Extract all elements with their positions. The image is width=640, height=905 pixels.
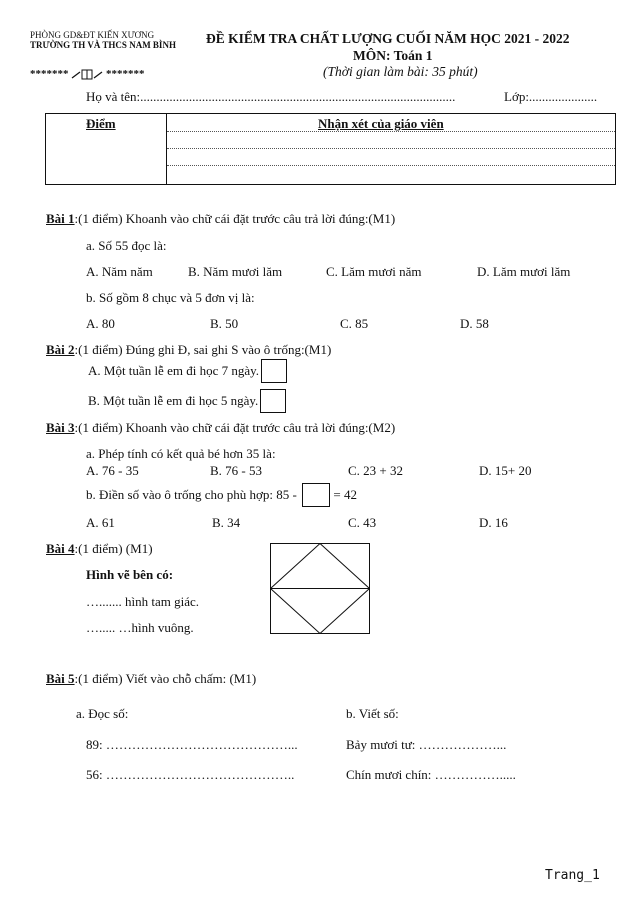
q1a-prompt: a. Số 55 đọc là: — [86, 238, 167, 253]
q3a-option-b: B. 76 - 53 — [210, 463, 262, 478]
q2-statement-a — [88, 359, 287, 383]
q2-statement-b — [88, 389, 286, 413]
q1b-prompt: b. Số gồm 8 chục và 5 đơn vị là: — [86, 290, 255, 305]
q3a-option-a: A. 76 - 35 — [86, 463, 139, 478]
q2a-answer-box[interactable] — [261, 359, 287, 383]
dept-name: PHÒNG GD&ĐT KIẾN XƯƠNG — [30, 30, 155, 40]
q3b-text-start: b. Điền số vào ô trống cho phù hợp: 85 - — [86, 487, 297, 502]
q3b-text-end: = 42 — [333, 487, 357, 502]
q2b-text: B. Một tuần lễ em đi học 5 ngày. — [88, 393, 259, 408]
stars-left: ******* — [30, 68, 69, 80]
q5-text: :(1 điểm) Viết vào chỗ chấm: (M1) — [74, 671, 257, 686]
q2-heading — [46, 342, 331, 358]
q4-subtitle: Hình vẽ bên có: — [86, 567, 174, 582]
subject-title: MÔN: Toán 1 — [353, 48, 433, 63]
pen-book-icon — [71, 68, 106, 80]
q5a-label: a. Đọc số: — [76, 706, 129, 721]
q3b-option-a: A. 61 — [86, 515, 115, 530]
q1a-option-b: B. Năm mươi lăm — [188, 264, 283, 279]
grade-table — [45, 113, 616, 185]
q1a-option-d: D. Lăm mươi lăm — [477, 264, 571, 279]
score-column — [46, 114, 167, 184]
q3a-option-d: D. 15+ 20 — [479, 463, 532, 478]
class-line: Lớp:..................... — [504, 89, 598, 104]
comment-line-2 — [167, 148, 615, 149]
q5a-line-2: 56: …………………………………….. — [86, 767, 295, 782]
q4-square-count: …..... …hình vuông. — [86, 620, 194, 635]
q3b-answer-box[interactable] — [302, 483, 330, 507]
score-header: Điểm — [86, 116, 116, 131]
q5-heading — [46, 671, 256, 687]
q1b-option-b: B. 50 — [210, 316, 239, 331]
q1b-option-a: A. 80 — [86, 316, 115, 331]
q5b-label: b. Viết số: — [346, 706, 399, 721]
student-name-line: Họ và tên:................................................................................................. — [86, 89, 456, 104]
q3-text: :(1 điểm) Khoanh vào chữ cái đặt trước câu trả lời đúng:(M2) — [74, 420, 396, 435]
q4-heading — [46, 541, 153, 557]
q4-geometry-figure — [270, 543, 370, 634]
q5b-line-2: Chín mươi chín: ……………..... — [346, 767, 516, 782]
q3-heading — [46, 420, 395, 436]
q1-heading — [46, 211, 395, 227]
comment-line-1 — [167, 131, 615, 132]
q3-title: Bài 3 — [46, 420, 75, 435]
q1b-option-d: D. 58 — [460, 316, 489, 331]
school-name: TRƯỜNG TH VÀ THCS NAM BÌNH — [30, 40, 176, 50]
q5b-line-1: Bảy mươi tư: ………………... — [346, 737, 507, 752]
q4-title: Bài 4 — [46, 541, 75, 556]
q4-triangle-count: …....... hình tam giác. — [86, 594, 200, 609]
exam-title: ĐỀ KIỂM TRA CHẤT LƯỢNG CUỐI NĂM HỌC 2021 - 2022 — [206, 31, 570, 46]
q1a-option-a: A. Năm năm — [86, 264, 153, 279]
q3a-option-c: C. 23 + 32 — [348, 463, 404, 478]
q1b-option-c: C. 85 — [340, 316, 369, 331]
q3b-option-c: C. 43 — [348, 515, 377, 530]
q1-text: :(1 điểm) Khoanh vào chữ cái đặt trước câu trả lời đúng:(M1) — [74, 211, 396, 226]
q3b-option-d: D. 16 — [479, 515, 508, 530]
stars-right: ******* — [106, 68, 145, 80]
q3b-option-b: B. 34 — [212, 515, 241, 530]
q3b-prompt — [86, 483, 357, 507]
q4-text: :(1 điểm) (M1) — [74, 541, 153, 556]
q5-title: Bài 5 — [46, 671, 75, 686]
q3a-prompt: a. Phép tính có kết quả bé hơn 35 là: — [86, 446, 276, 461]
q1-title: Bài 1 — [46, 211, 75, 226]
comment-line-3 — [167, 165, 615, 166]
decoration-stars — [30, 68, 145, 80]
q2-text: :(1 điểm) Đúng ghi Đ, sai ghi S vào ô trống:(M1) — [74, 342, 332, 357]
page-number: Trang_1 — [545, 868, 600, 883]
q2-title: Bài 2 — [46, 342, 75, 357]
q2a-text: A. Một tuần lễ em đi học 7 ngày. — [88, 363, 260, 378]
q1a-option-c: C. Lăm mươi năm — [326, 264, 422, 279]
q5a-line-1: 89: ……………………………………... — [86, 737, 298, 752]
comment-header: Nhận xét của giáo viên — [318, 116, 444, 131]
duration: (Thời gian làm bài: 35 phút) — [323, 64, 478, 79]
q2b-answer-box[interactable] — [260, 389, 286, 413]
